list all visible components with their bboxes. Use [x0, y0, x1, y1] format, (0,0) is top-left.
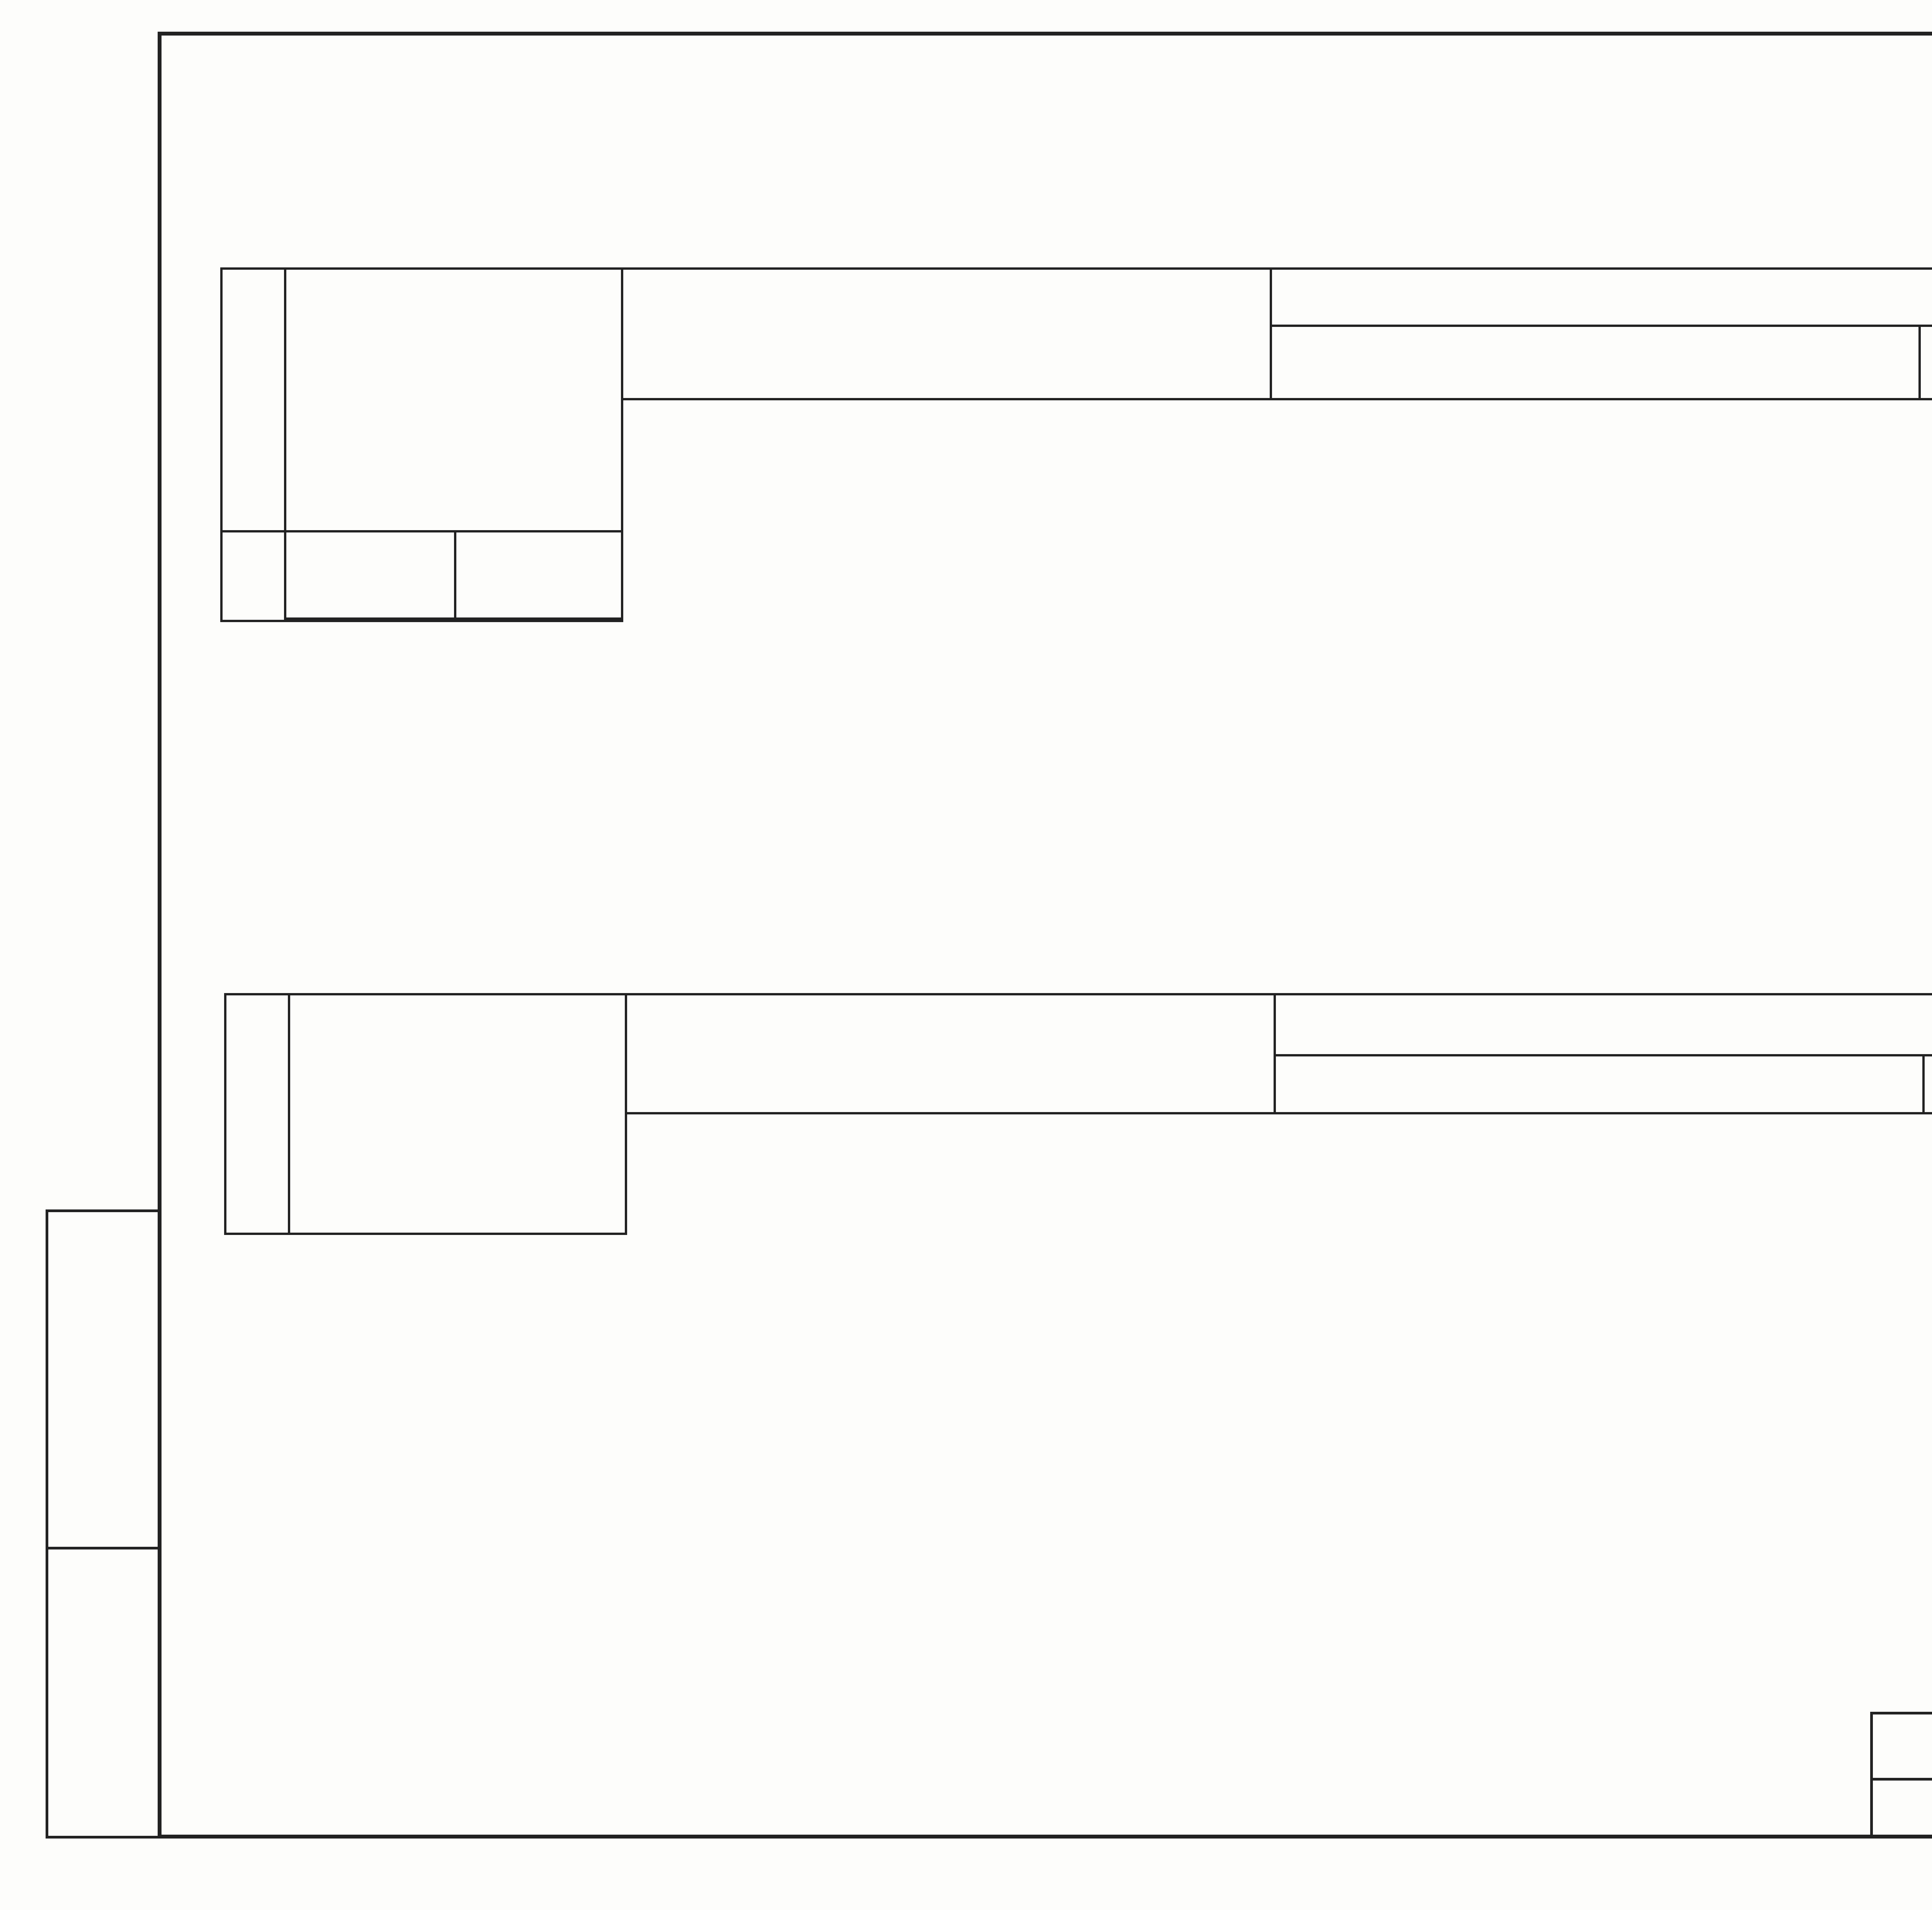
t1-zone-a — [1271, 326, 1920, 399]
stamp-year — [1873, 1778, 1932, 1841]
table1 — [220, 267, 1932, 622]
t1-northern-header — [1271, 269, 1932, 326]
stamp-tk — [1873, 1714, 1932, 1781]
t1-row1-name-b — [285, 619, 455, 621]
t2-northern-header — [1275, 994, 1932, 1055]
t2-col-name — [289, 994, 626, 1234]
t1-ordinary-header — [622, 269, 1271, 399]
t1-row1-sub-b — [455, 619, 622, 621]
t1-row1-name-a — [285, 531, 455, 619]
title-block — [1870, 1712, 1932, 1839]
t1-zone-b — [1920, 326, 1932, 399]
t1-col-num — [221, 269, 285, 531]
t1-col-name — [285, 269, 622, 531]
t1-row-num — [221, 531, 285, 621]
left-stamp-roles — [46, 1209, 158, 1549]
t2-zone-b — [1923, 1055, 1932, 1113]
t1-row1-sub-a — [455, 531, 622, 619]
t2-ordinary-header — [626, 994, 1275, 1113]
t2-col-num — [225, 994, 289, 1234]
t2-zone-a — [1275, 1055, 1923, 1113]
table2 — [224, 993, 1932, 1235]
